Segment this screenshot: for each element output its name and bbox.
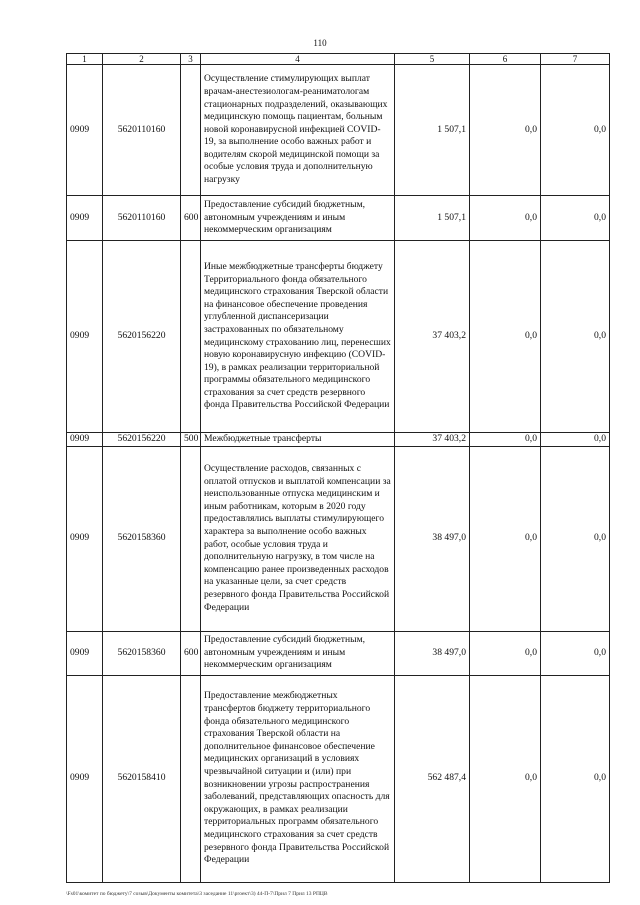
table-row <box>67 196 610 241</box>
section-code-cell: 0909 <box>67 433 103 447</box>
table-row <box>67 631 610 675</box>
amount-cell-7: 0,0 <box>541 631 610 675</box>
amount-cell-6: 0,0 <box>470 675 541 882</box>
table-row <box>67 65 610 196</box>
table-row <box>67 675 610 882</box>
expense-type-cell <box>181 65 201 196</box>
article-code-cell: 5620110160 <box>103 65 181 196</box>
budget-table <box>66 53 610 883</box>
header-cell-3: 3 <box>181 54 201 65</box>
article-code-cell: 5620158360 <box>103 631 181 675</box>
article-code-cell: 5620156220 <box>103 241 181 433</box>
table-row <box>67 241 610 433</box>
section-code-cell: 0909 <box>67 241 103 433</box>
amount-cell-6: 0,0 <box>470 196 541 241</box>
header-cell-2: 2 <box>103 54 181 65</box>
expense-type-cell: 600 <box>181 196 201 241</box>
expense-type-cell: 600 <box>181 631 201 675</box>
description-cell: Осуществление стимулирующих выплат врачам-анестезиологам-реаниматологам стационарных подразделений, оказывающих медицинскую помощь пациентам, больным новой коронавирусной инфекцией COVID-19, за выполнение особо важных работ и водителям скорой медицинской помощи за особые условия труда и дополнительную нагрузку <box>201 65 395 196</box>
amount-cell-5: 562 487,4 <box>395 675 470 882</box>
amount-cell-6: 0,0 <box>470 446 541 631</box>
expense-type-cell <box>181 241 201 433</box>
amount-cell-7: 0,0 <box>541 446 610 631</box>
description-cell: Предоставление межбюджетных трансфертов бюджету территориального фонда обязательного медицинского страхования Тверской области на дополнительное финансовое обеспечение медицинских организаций в условиях чрезвычайной ситуации и (или) при возникновении угрозы распространения заболеваний, представляющих опасность для окружающих, в рамках реализации территориальных программ обязательного медицинского страхования за счет средств резервного фонда Правительства Российской Федерации <box>201 675 395 882</box>
expense-type-cell <box>181 675 201 882</box>
amount-cell-6: 0,0 <box>470 65 541 196</box>
article-code-cell: 5620158410 <box>103 675 181 882</box>
description-cell: Иные межбюджетные трансферты бюджету Территориального фонда обязательного медицинского страхования Тверской области на финансовое обеспечение проведения углубленной диспансеризации застрахованных по обязательному медицинскому страхованию лиц, перенесших новую коронавирусную инфекцию (COVID-19), в рамках реализации территориальной программы обязательного медицинского страхования за счет средств резервного фонда Правительства Российской Федерации <box>201 241 395 433</box>
description-cell: Осуществление расходов, связанных с оплатой отпусков и выплатой компенсации за неиспользованные отпуска медицинским и иным работникам, которым в 2020 году предоставлялись выплаты стимулирующего характера за выполнение особо важных работ, особые условия труда и дополнительную нагрузку, в том числе на компенсацию ранее произведенных расходов на указанные цели, за счет средств резервного фонда Правительства Российской Федерации <box>201 446 395 631</box>
description-cell: Предоставление субсидий бюджетным, автономным учреждениям и иным некоммерческим организациям <box>201 196 395 241</box>
amount-cell-5: 37 403,2 <box>395 241 470 433</box>
table-row <box>67 433 610 447</box>
article-code-cell: 5620158360 <box>103 446 181 631</box>
section-code-cell: 0909 <box>67 65 103 196</box>
header-cell-6: 6 <box>470 54 541 65</box>
section-code-cell: 0909 <box>67 675 103 882</box>
description-cell: Межбюджетные трансферты <box>201 433 395 447</box>
amount-cell-5: 38 497,0 <box>395 446 470 631</box>
amount-cell-6: 0,0 <box>470 631 541 675</box>
expense-type-cell: 500 <box>181 433 201 447</box>
section-code-cell: 0909 <box>67 631 103 675</box>
article-code-cell: 5620110160 <box>103 196 181 241</box>
amount-cell-5: 1 507,1 <box>395 196 470 241</box>
amount-cell-6: 0,0 <box>470 433 541 447</box>
section-code-cell: 0909 <box>67 446 103 631</box>
amount-cell-7: 0,0 <box>541 675 610 882</box>
amount-cell-7: 0,0 <box>541 196 610 241</box>
amount-cell-5: 38 497,0 <box>395 631 470 675</box>
table-header-row <box>67 54 610 65</box>
header-cell-7: 7 <box>541 54 610 65</box>
header-cell-4: 4 <box>201 54 395 65</box>
expense-type-cell <box>181 446 201 631</box>
amount-cell-7: 0,0 <box>541 65 610 196</box>
amount-cell-5: 1 507,1 <box>395 65 470 196</box>
amount-cell-7: 0,0 <box>541 433 610 447</box>
article-code-cell: 5620156220 <box>103 433 181 447</box>
section-code-cell: 0909 <box>67 196 103 241</box>
amount-cell-7: 0,0 <box>541 241 610 433</box>
description-cell: Предоставление субсидий бюджетным, автономным учреждениям и иным некоммерческим организациям <box>201 631 395 675</box>
amount-cell-5: 37 403,2 <box>395 433 470 447</box>
file-path-footer: \Fs01\комитет по бюджету\7 созыв\Документы комитета\3 заседание 11\proект\3) 44-П-7\Прил 7 Прил 13 РПЦВ <box>66 891 328 897</box>
header-cell-1: 1 <box>67 54 103 65</box>
page-number: 110 <box>313 38 327 48</box>
table-row <box>67 446 610 631</box>
amount-cell-6: 0,0 <box>470 241 541 433</box>
header-cell-5: 5 <box>395 54 470 65</box>
